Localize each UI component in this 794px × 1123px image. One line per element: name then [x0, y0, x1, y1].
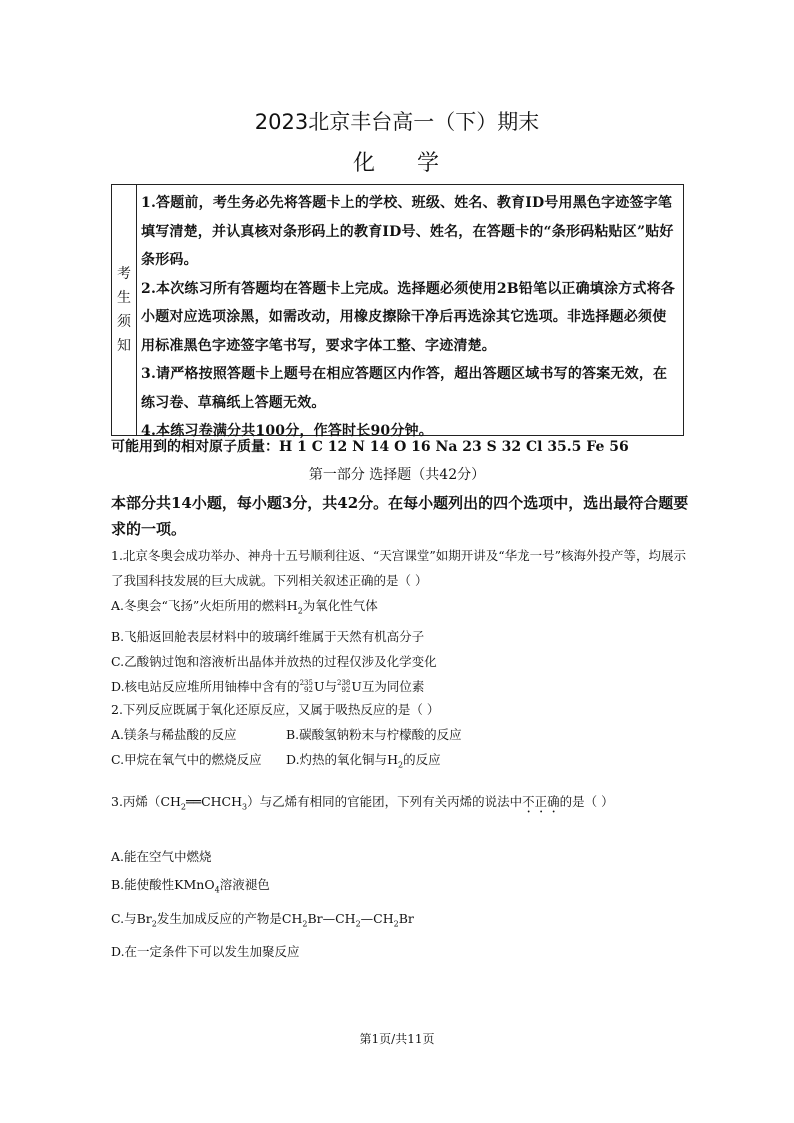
notice-item: 2.本次练习所有答题均在答题卡上完成。选择题必须使用2B铅笔以正确填涂方式将各小题对应选项涂黑，如需改动，用橡皮擦除干净后再选涂其它选项。非选择题必须使用标准黑色字迹签字笔书写，要求字体工整、字迹清楚。	[141, 280, 675, 354]
option-d: D.核电站反应堆所用铀棒中含有的 235 92 U与 238 92 U互为同位素	[111, 678, 425, 694]
section-title: 第一部分 选择题（共42分）	[308, 467, 486, 483]
atomic-masses: 可能用到的相对原子质量：H 1 C 12 N 14 O 16 Na 23 S 32 Cl 35.5 Fe 56	[111, 439, 629, 455]
notice-item: 3.请严格按照答题卡上题号在相应答题区内作答，超出答题区域书写的答案无效，在练习卷、草稿纸上答题无效。	[141, 366, 668, 411]
exam-title: 2023北京丰台高一（下）期末	[254, 110, 540, 134]
question-stem: 2.下列反应既属于氧化还原反应，又属于吸热反应的是（ ）	[111, 702, 440, 717]
options-row	[111, 722, 696, 747]
option-b: B.能使酸性KMnO$_4$溶液褪色	[111, 877, 270, 895]
element-symbol: U	[351, 678, 362, 694]
propene-formula: $CH_2══CHCH_3$	[160, 794, 248, 812]
option-a: A.镁条与稀盐酸的反应	[111, 727, 237, 742]
isotope-label: 235 92	[299, 679, 313, 694]
option-a	[111, 593, 696, 624]
question-3-options	[111, 843, 696, 966]
notice-label-char: 考	[117, 266, 131, 282]
option-c: C.与$Br_2$发生加成反应的产物是$CH_2Br—CH_2—CH_2Br$	[111, 910, 414, 928]
question-3	[111, 789, 696, 820]
question-stem: 1.北京冬奥会成功举办、神舟十五号顺利往返、“天宫课堂”如期开讲及“华龙一号”核海外投产等，均展示了我国科技发展的巨大成就。下列相关叙述正确的是（ ）	[111, 548, 686, 588]
subject-char-1: 化	[352, 151, 377, 176]
subject-char-2: 学	[417, 151, 442, 176]
option-text: A.冬奥会“飞扬”火炬所用的燃料	[111, 598, 287, 613]
option-text: 互为同位素	[361, 678, 425, 694]
option-c: C.甲烷在氧气中的燃烧反应	[111, 752, 262, 767]
option-a: A.能在空气中燃烧	[111, 849, 212, 864]
subject-title	[0, 146, 794, 177]
options-row	[111, 747, 696, 778]
option-b: B.碳酸氢钠粉末与柠檬酸的反应	[286, 727, 462, 742]
notice-item: 4.本练习卷满分共100分，作答时长90分钟。	[141, 423, 433, 439]
question-stem: 3.丙烯$(CH_2══CHCH_3)$与乙烯有相同的官能团，下列有关丙烯的说法中不正确的是（ ）	[111, 794, 614, 812]
option-text: D.核电站反应堆所用铀棒中含有的	[111, 678, 300, 694]
option-c: C.乙酸钠过饱和溶液析出晶体并放热的过程仅涉及化学变化	[111, 653, 437, 669]
notice-item: 1.答题前，考生务必先将答题卡上的学校、班级、姓名、教育ID号用黑色字迹签字笔填写清楚，并认真核对条形码上的教育ID号、姓名，在答题卡的“条形码粘贴区”贴好条形码。	[141, 195, 674, 268]
formula: $H_2$	[286, 598, 303, 616]
notice-label	[112, 185, 137, 435]
notice-label-char: 生	[117, 290, 131, 306]
option-d: D.灼热的氧化铜与$H_2$的反应	[286, 752, 441, 770]
question-2	[111, 697, 696, 778]
option-b: B.飞船返回舱表层材料中的玻璃纤维属于天然有机高分子	[111, 628, 425, 644]
emphasis-text: 不正确	[522, 794, 560, 809]
page-footer: 第1页/共11页	[359, 1032, 435, 1046]
section-instructions: 本部分共14小题，每小题3分，共42分。在每小题列出的四个选项中，选出最符合题要求的一项。	[111, 494, 689, 538]
option-d: D.在一定条件下可以发生加聚反应	[111, 944, 300, 959]
element-symbol: U	[313, 678, 325, 694]
question-1	[111, 543, 696, 699]
isotope-label: 238 92	[337, 679, 351, 694]
notice-body	[137, 185, 683, 439]
option-text: 为氧化性气体	[302, 598, 378, 613]
candidate-notice-box	[111, 184, 684, 439]
notice-label-char: 须	[117, 314, 131, 330]
notice-label-char: 知	[117, 338, 131, 354]
